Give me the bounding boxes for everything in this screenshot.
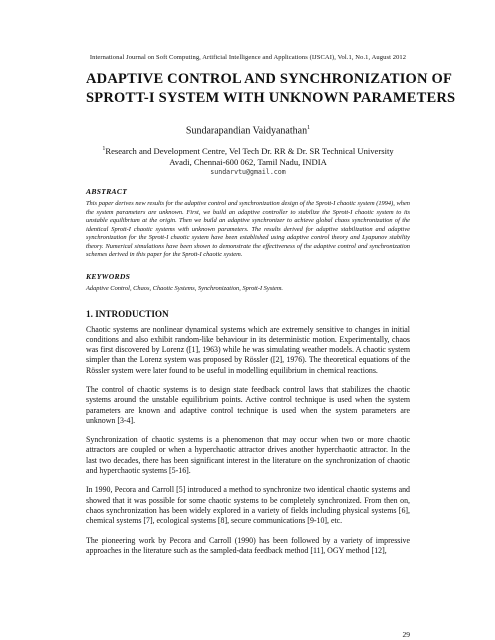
affiliation-line-1-text: Research and Development Centre, Vel Tech Dr. RR & Dr. SR Technical University: [105, 146, 394, 157]
intro-paragraph-4: In 1990, Pecora and Carroll [5] introduced a method to synchronize two identical chaotic systems and showed that it was possible for some chaotic systems to be completely synchronized. From then on, chaos synchronization has been widely explored in a variety of fields including physical systems [6], chemical systems [7], ecological systems [8], secure communications [9-10], etc.: [86, 485, 410, 526]
affiliation-line-1: [86, 144, 410, 156]
author-email: sundarvtu@gmail.com: [210, 168, 286, 177]
affiliation: [86, 144, 410, 167]
paper-title: [86, 70, 456, 108]
author: [86, 125, 410, 136]
section-heading-introduction: 1. INTRODUCTION: [86, 308, 169, 319]
affiliation-line-2: Avadi, Chennai-600 062, Tamil Nadu, INDIA: [169, 156, 327, 167]
affiliation-sup: 1: [102, 146, 106, 153]
author-name: Sundarapandian Vaidyanathan: [185, 125, 308, 137]
journal-header: International Journal on Soft Computing, Artificial Intelligence and Applications (IJSCAI), Vol.1, No.1, August 2012: [89, 54, 407, 61]
abstract-text: This paper derives new results for the adaptive control and synchronization design of the Sprott-I chaotic system (1994), when the system parameters are unknown. First, we build an adaptive controller to stabilize the Sprott-I chaotic system to its unstable equilibrium at the origin. Then we build an adaptive synchronizer to achieve global chaos synchronization of the identical Sprott-I chaotic systems with unknown parameters. The results derived for adaptive stabilization and adaptive synchronization for the Sprott-I chaotic system have been established using adaptive control theory and Lyapunov stability theory. Numerical simulations have been shown to demonstrate the effectiveness of the adaptive control and synchronization schemes derived in this paper for the Sprott-I chaotic system.: [86, 200, 410, 259]
intro-paragraph-3: Synchronization of chaotic systems is a phenomenon that may occur when two or more chaotic attractors are coupled or when a hyperchaotic attractor drives another hyperchaotic attractor. In the last two decades, there has been significant interest in the literature on the synchronization of chaotic and hyperchaotic systems [5-16].: [86, 435, 410, 476]
author-sup: 1: [307, 125, 311, 131]
paper-page: [86, 54, 456, 639]
title-line-2: SPROTT-I SYSTEM WITH UNKNOWN PARAMETERS: [86, 90, 456, 106]
keywords-text: Adaptive Control, Chaos, Chaotic Systems, Synchronization, Sprott-I System.: [86, 285, 284, 293]
intro-paragraph-2: The control of chaotic systems is to design state feedback control laws that stabilizes the chaotic systems around the unstable equilibrium points. Active control technique is used when the system parameters are known and adaptive control technique is used when the system parameters are unknown [3-4].: [86, 385, 410, 425]
keywords-heading: KEYWORDS: [86, 272, 131, 282]
page-number: 29: [402, 630, 410, 639]
intro-paragraph-1: Chaotic systems are nonlinear dynamical systems which are extremely sensitive to changes in initial conditions and also exhibit random-like behaviour in its deterministic motion. Experimentally, chaos was first discovered by Lorenz ([1], 1963) while he was simulating weather models. A chaotic system simpler than the Lorenz system was proposed by Rössler ([2], 1976). The theoretical equations of the Rössler system were later found to be useful in modelling equilibrium in chemical reactions.: [86, 324, 410, 375]
title-line-1: ADAPTIVE CONTROL AND SYNCHRONIZATION OF: [86, 71, 453, 87]
intro-paragraph-5: The pioneering work by Pecora and Carroll (1990) has been followed by a variety of impressive approaches in the literature such as the sampled-data feedback method [11], OGY method [12],: [86, 535, 410, 555]
abstract-heading: ABSTRACT: [86, 187, 128, 197]
